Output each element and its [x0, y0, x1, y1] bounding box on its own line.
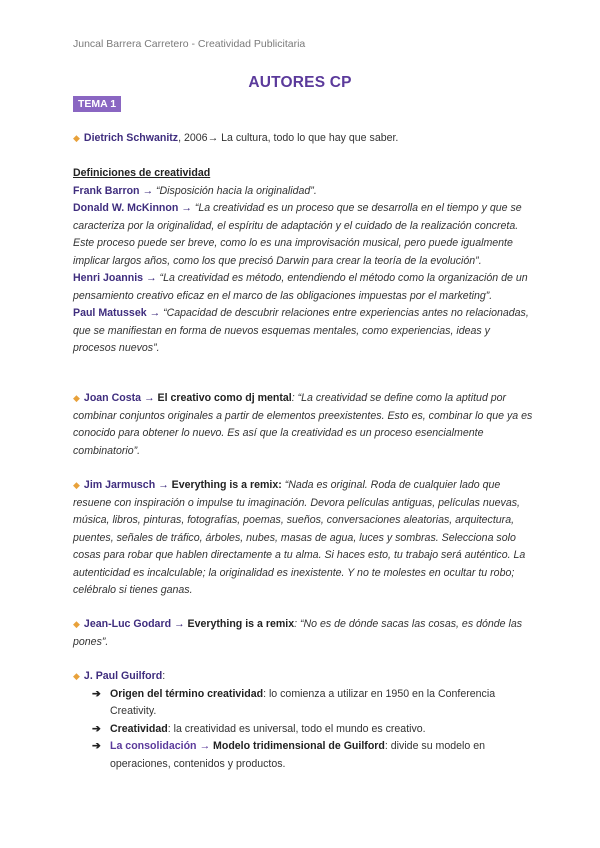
quote-text: “La creatividad es un proceso que se desarrolla en el tiempo y que se caracteriza por la originalidad, el espíritu de adaptación y el cuidado de la realización concreta. Este proceso puede ser breve, como lo es una improvisación musical, pero puede igualmente implicar largos años, como los que precisó Darwin para crear la teoría de la evolución”. — [73, 202, 522, 267]
item-highlight: La consolidación → — [110, 740, 211, 752]
quote-text: : “La creatividad se define como la aptitud por combinar conjuntos originales a partir de elementos preexistentes. Esto es, combinar lo que ya es conocido para obtener lo nuevo. Es así que la creatividad es un proceso esencialmente combinatorio”. — [73, 392, 533, 457]
costa-entry — [73, 390, 533, 460]
entry-text: , 2006→ La cultura, todo lo que hay que saber. — [178, 132, 399, 144]
concept-label: Everything is a remix: — [168, 479, 282, 491]
concept-label: Everything is a remix — [184, 618, 295, 630]
list-item — [92, 738, 533, 773]
definitions-section — [73, 165, 533, 358]
quote-text: “Nada es original. Roda de cualquier lado que resuene con inspiración o impulse tu imaginación. Devora películas antiguas, películas nuevas, música, libros, pinturas, fotografías, poemas, sueños, conversaciones aleatorias, arquitectura, puentes, señales de tráfico, árboles, nubes, masas de agua, luces y sombras. Selecciona solo cosas para robar que hablen directamente a tu alma. Si haces esto, tu trabajo será auténtico. La autenticidad es incalculable; la originalidad es inexistente. Y no te molestes en ocultar tu robo; celébralo si tienes ganas. — [73, 479, 526, 596]
concept-label: El creativo como dj mental — [154, 392, 292, 404]
author-name: Henri Joannis → — [73, 272, 157, 284]
list-item — [92, 686, 533, 721]
item-label: Creatividad — [110, 722, 168, 735]
right-arrow-icon: ➔ — [92, 687, 101, 700]
quote-text: “La creatividad es método, entendiendo el método como la organización de un pensamiento creativo eficaz en el marco de las obligaciones impuestas por el marketing”. — [73, 272, 528, 302]
quote-text: : “No es de dónde sacas las cosas, es dónde las pones”. — [73, 618, 523, 648]
diamond-bullet-icon: ◆ — [73, 133, 80, 143]
diamond-bullet-icon: ◆ — [73, 393, 80, 403]
quote-text: “Capacidad de descubrir relaciones entre experiencias antes no relacionadas, que se manifiestan en forma de nuevos esquemas mentales, como experiencias, ideas y procesos nuevos”. — [73, 307, 529, 354]
godard-entry — [73, 616, 533, 651]
author-name: Frank Barron → — [73, 184, 154, 197]
right-arrow-icon: ➔ — [92, 722, 101, 735]
document-header: Juncal Barrera Carretero - Creatividad Publicitaria — [73, 38, 306, 50]
section-heading: Definiciones de creatividad — [73, 167, 211, 179]
diamond-bullet-icon: ◆ — [73, 619, 80, 629]
colon: : — [162, 670, 166, 682]
item-text: : divide su modelo en operaciones, contenidos y productos. — [110, 740, 486, 770]
item-label: Origen del término creatividad — [110, 687, 264, 700]
schwanitz-entry — [73, 130, 533, 148]
diamond-bullet-icon: ◆ — [73, 480, 80, 490]
guilford-entry — [73, 668, 533, 773]
list-item — [92, 721, 533, 739]
author-name: Jean-Luc Godard → — [83, 618, 185, 630]
page-title: AUTORES CP — [248, 74, 352, 91]
author-name: J. Paul Guilford — [83, 670, 163, 682]
jarmusch-entry — [73, 477, 533, 600]
author-name: Jim Jarmusch → — [83, 479, 169, 491]
author-name: Paul Matussek → — [73, 307, 161, 319]
author-name: Dietrich Schwanitz — [83, 132, 179, 144]
author-name: Joan Costa → — [83, 392, 155, 404]
item-text: : la creatividad es universal, todo el mundo es creativo. — [167, 722, 426, 735]
item-text: : lo comienza a utilizar en 1950 en la Conferencia Creativity. — [110, 687, 496, 717]
diamond-bullet-icon: ◆ — [73, 671, 80, 681]
quote-text: “Disposición hacia la originalidad”. — [153, 184, 317, 197]
item-label: Modelo tridimensional de Guilford — [210, 740, 385, 752]
author-name: Donald W. McKinnon → — [73, 202, 192, 214]
right-arrow-icon: ➔ — [92, 740, 101, 752]
section-tag: TEMA 1 — [73, 96, 121, 112]
